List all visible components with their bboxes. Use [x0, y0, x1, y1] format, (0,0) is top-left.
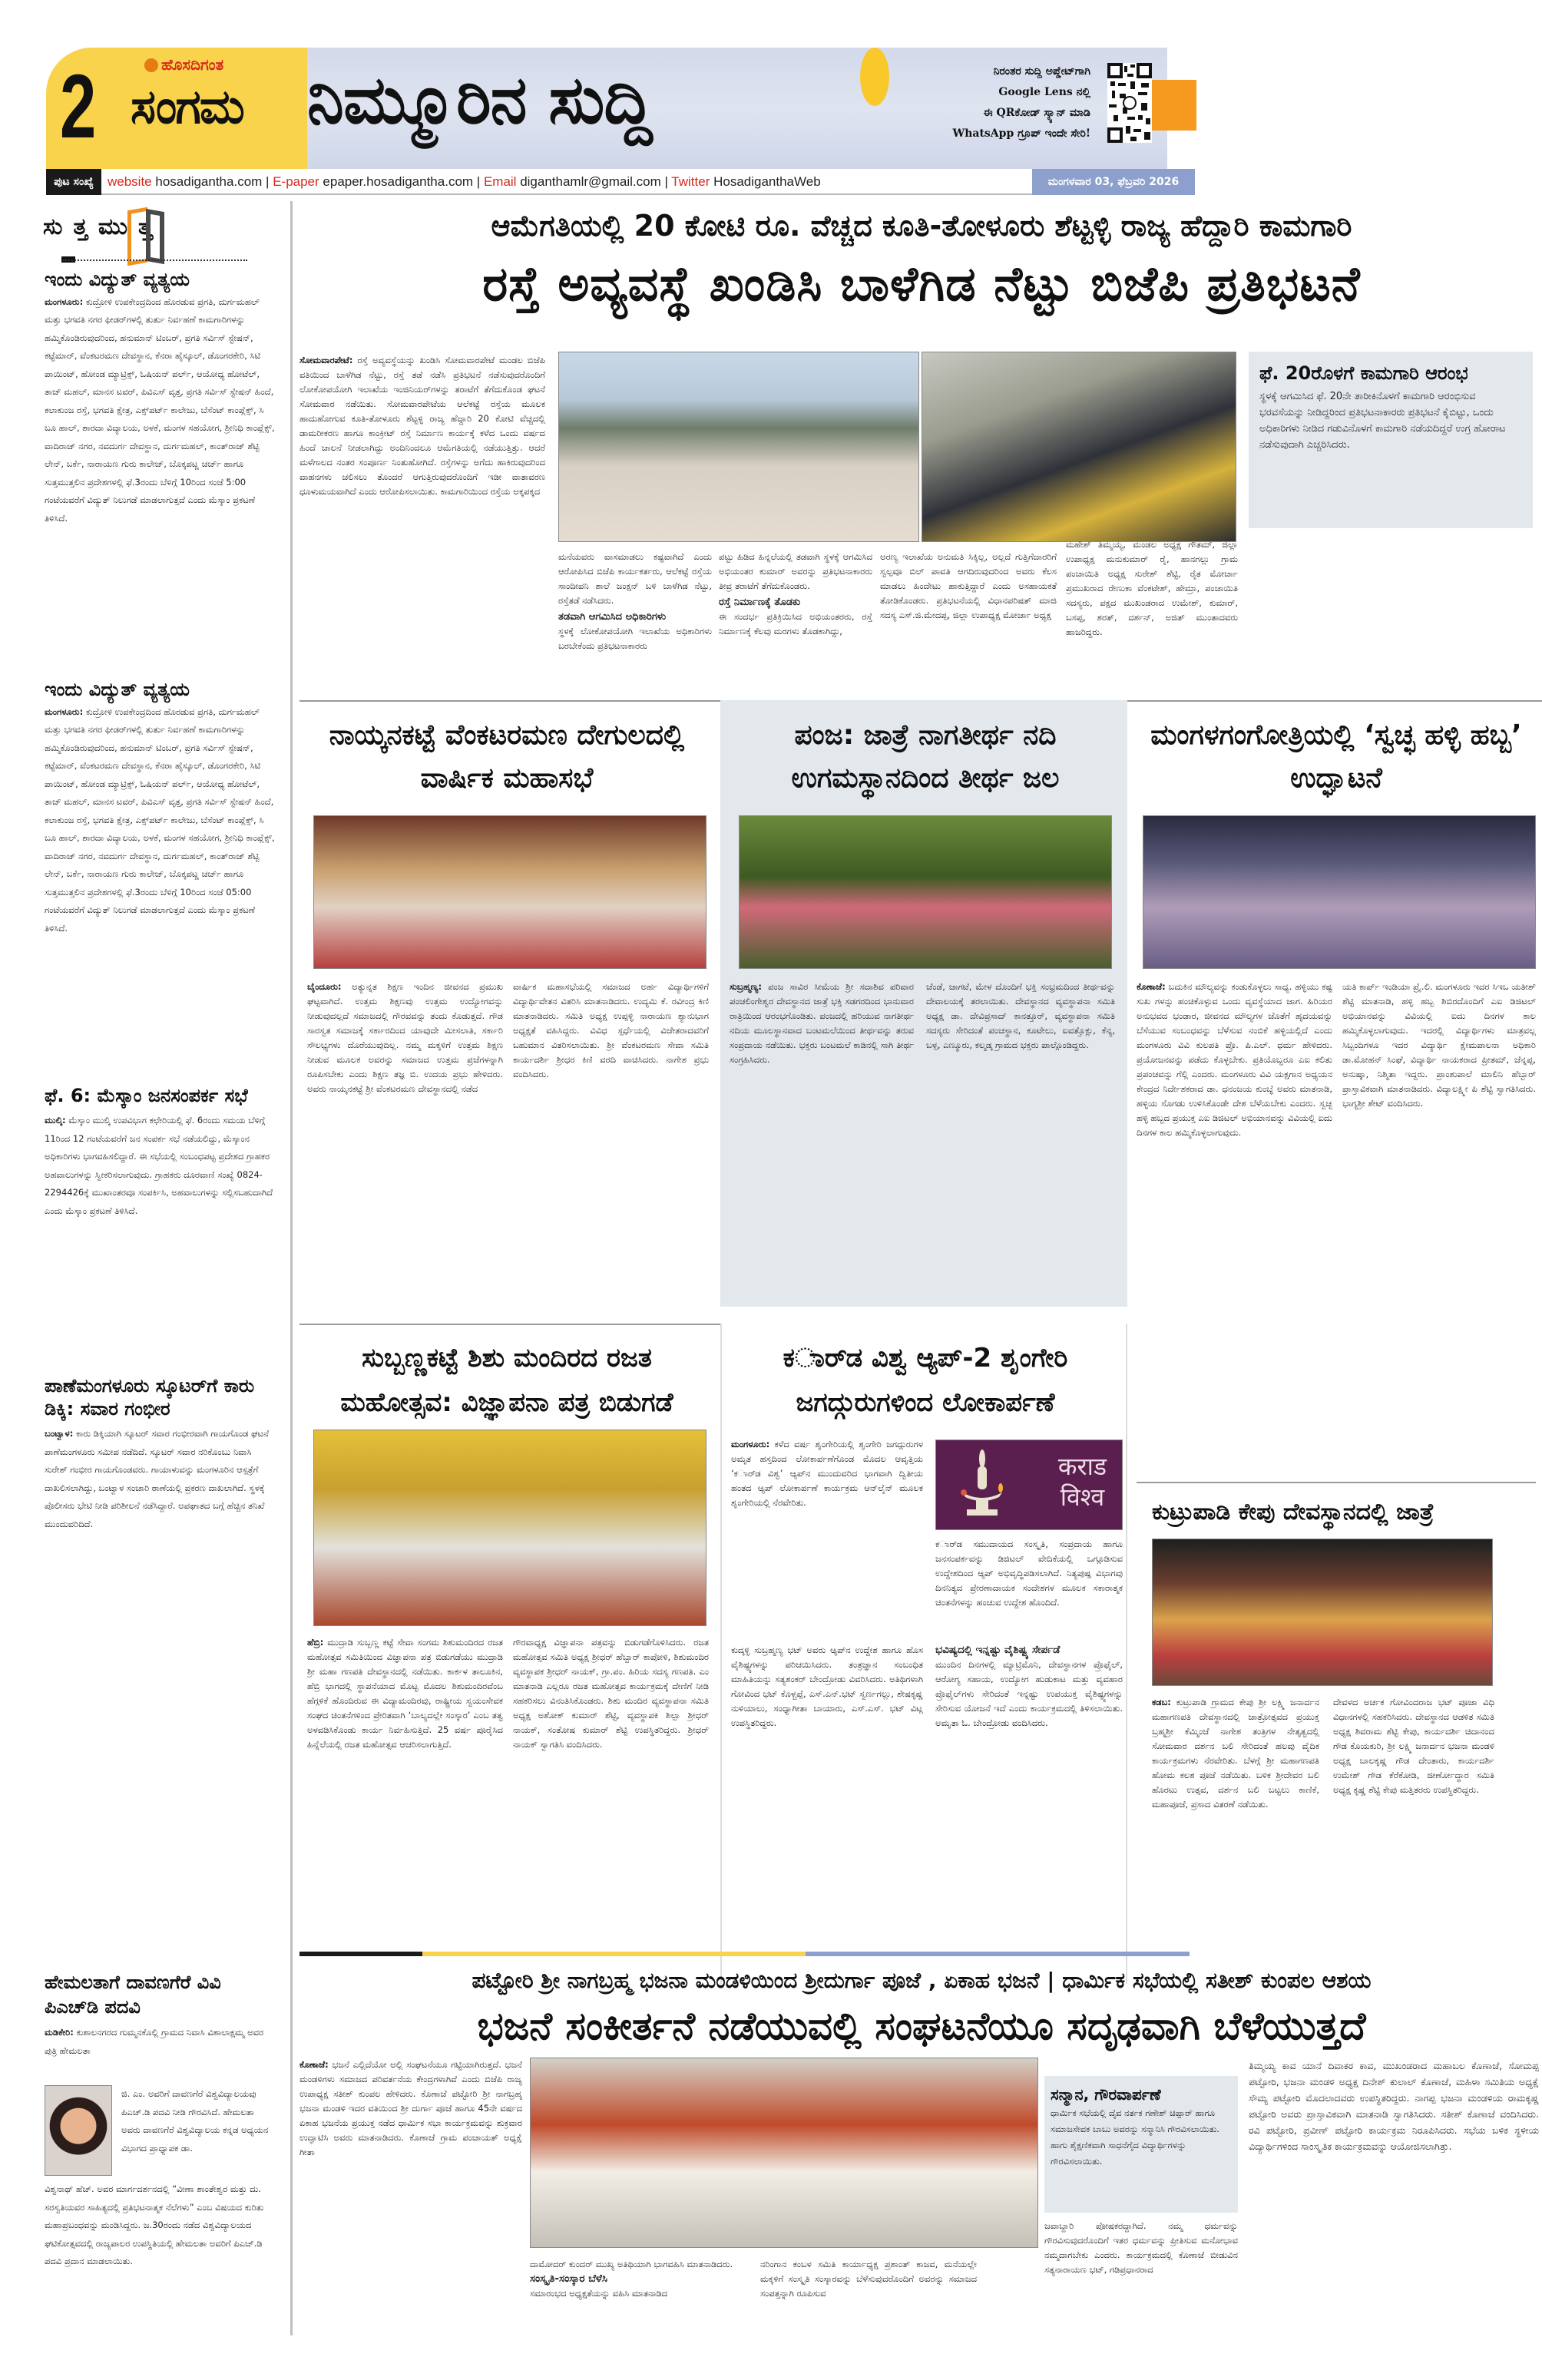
protest-photo [558, 352, 919, 542]
story-text: ಕುದ್ರೋಳಿ ಉಪಕೇಂದ್ರದಿಂದ ಹೊರಡುವ ಪ್ರಗತಿ, ದುರ್ಗಮಹಲ್ ಮತ್ತು ಭಗವತಿ ನಗರ ಫೀಡರ್‌ಗಳಲ್ಲಿ ತುರ್ತು ನಿರ್ವಹಣೆ ಕಾಮಗಾರಿಗಳನ್ನು ಹಮ್ಮಿಕೊಂಡಿರುವುದರಿಂದ, ಹನುಮಾನ್ ಟಿಂಬರ್, ಪ್ರಗತಿ ಸರ್ವಿಸ್ ಸ್ಟೇಷನ್, ಕಟ್ಟೆಮಾರ್, ವೆಂಕಟರಮಣ ದೇವಸ್ಥಾನ, ಕೆನರಾ ಹೈಸ್ಕೂಲ್, ಡೊಂಗರಕೇರಿ, ಸಿಟಿ ಪಾಯಿಂಟ್, ಹೋಂಡ ಮ್ಯಾಟ್ರಿಕ್ಸ್, ಓಷಿಯನ್ ಪರ್ಲ್, ಆಯೋಧ್ಯ ಹೋಟೆಲ್, ತಾಜ್ ಮಹಲ್, ಮಾನಸ ಟವರ್, ಪಿವಿಎಸ್ ವೃತ್ತ, ಪ್ರಗತಿ ಸರ್ವಿಸ್ ಸ್ಟೇಷನ್ ಹಿಂದೆ, ಕಲಾಕುಂಜ ರಸ್ತೆ, ಭಗವತಿ ಕ್ಷೇತ್ರ, ಎಕ್ಸ್‌ಪರ್ಟ್ ಕಾಲೇಜು, ಬೆಸೆಂಟ್ ಕಾಂಪ್ಲೆಕ್ಸ್, ಸಿ ಬೂ ಹಾಲ್, ಶಾರದಾ ವಿದ್ಯಾಲಯ, ಅಳಕೆ, ಮಂಗಳ ಸಹಯೋಗ, ಶ್ರೀನಿಧಿ ಕಾಂಪ್ಲೆಕ್ಸ್, ವಾದಿರಾಜ್ ನಗರ, ನವದುರ್ಗ ದೇವಸ್ಥಾನ, ದುರ್ಗಮಹಲ್, ಕಾಂತ್‌ರಾಜ್ ಶೆಟ್ಟಿ ಲೇನ್, ಬರ್ಕೆ, ನಾರಾಯಣ ಗುರು ಕಾಲೇಜ್, ಬೊಕ್ಕಪಟ್ಣ ಚರ್ಚ್ ಹಾಗೂ ಸುತ್ತಮುತ್ತಲಿನ ಪ್ರದೇಶಗಳಲ್ಲಿ ಫೆ.3ರಂದು ಬೆಳಿಗ್ಗೆ 10ರಿಂದ ಸಂಜೆ 5:00 ಗಂಟೆಯವರೆಗೆ ವಿದ್ಯುತ್ ನಿಲುಗಡೆ ಮಾಡಲಾಗುತ್ತದೆ ಎಂದು ಮೆಸ್ಕಾಂ ಪ್ರಕಟಣೆ ತಿಳಿಸಿದೆ. [45, 296, 275, 524]
qr-line: ಈ QRಕೋಡ್ ಸ್ಕ್ಯಾನ್ ಮಾಡಿ [983, 107, 1090, 119]
bottom-headline: ಭಜನೆ ಸಂಕೀರ್ತನೆ ನಡೆಯುವಲ್ಲಿ ಸಂಘಟನೆಯೂ ಸದೃಢವಾಗಿ ಬೆಳೆಯುತ್ತದೆ [477, 2004, 1366, 2048]
bottom-col-4: ಜವಾಬ್ದಾರಿ ಪೋಷಕರದ್ದಾಗಿದೆ. ನಮ್ಮ ಧರ್ಮವನ್ನು ಗೌರವಿಸುವುದರೊಂದಿಗೆ ಇತರ ಧರ್ಮವನ್ನು ಪ್ರೀತಿಸುವ ಮನೋಭಾವ ನಮ್ಮದಾಗಬೇಕು ಎಂದರು. ಕಾರ್ಯಕ್ರಮದಲ್ಲಿ ಕೊಣಾಜೆ ಬೀಡುವಿನ ಸತ್ಯನಾರಾಯಣ ಭಟ್, ಗಡಿಪ್ರಧಾನರಾದ [1044, 2220, 1238, 2275]
link-label: E-paper [273, 174, 319, 189]
qr-line: WhatsApp ಗ್ರೂಪ್ ಇಂದೇ ಸೇರಿ! [952, 127, 1090, 140]
story-headline: ಕುಟ್ರುಪಾಡಿ ಕೇಪು ದೇವಸ್ಥಾನದಲ್ಲಿ ಜಾತ್ರೆ [1152, 1499, 1434, 1526]
story-text: ಭಜನೆ ಎಲ್ಲಿದೆಯೋ ಅಲ್ಲಿ ಸಂಘಟನೆಯೂ ಗಟ್ಟಿಯಾಗಿರುತ್ತದೆ. ಭಜನೆ ಮಂಡಳಿಗಳು ಸಮಾಜದ ಪರಿವರ್ತನೆಯ ಕೇಂದ್ರಗಳಾಗಿವೆ ಎಂದು ಬಿಜೆಪಿ ರಾಜ್ಯ ಉಪಾಧ್ಯಕ್ಷ ಸತೀಶ್ ಕುಂಪಲ ಹೇಳಿದರು. ಕೊಣಾಜೆ ಪಟ್ಟೋರಿ ಶ್ರೀ ನಾಗಬ್ರಹ್ಮ ಭಜನಾ ಮಂಡಳಿ ಇದರ ವತಿಯಿಂದ ಶ್ರೀ ದುರ್ಗಾ ಪೂಜೆ ಹಾಗೂ 45ನೇ ವರ್ಷದ ಏಕಾಹ ಭಜನೆಯ ಪ್ರಯುಕ್ತ ನಡೆದ ಧಾರ್ಮಿಕ ಸಭಾ ಕಾರ್ಯಕ್ರಮವನ್ನು ಶುಕ್ರವಾರ ಉದ್ಘಾಟಿಸಿ ಅವರು ಮಾತನಾಡಿದರು. ಕೊಣಾಜೆ ಗ್ರಾಮ ಪಂಚಾಯತ್ ಅಧ್ಯಕ್ಷೆ ಗೀತಾ [299, 2059, 522, 2157]
story-text: ಕುಟ್ರುಪಾಡಿ ಗ್ರಾಮದ ಕೇಪು ಶ್ರೀ ಲಕ್ಷ್ಮಿ ಜನಾರ್ದನ ಮಹಾಗಣಪತಿ ದೇವಸ್ಥಾನದಲ್ಲಿ ಜಾತ್ರೋತ್ಸವದ ಪ್ರಯುಕ್ತ ಬ್ರಹ್ಮಶ್ರೀ ಕೆಮ್ಮಿಂಜೆ ನಾಗೇಶ ತಂತ್ರಿಗಳ ನೇತೃತ್ವದಲ್ಲಿ ಸೋಮವಾರ ದರ್ಶನ ಬಲಿ ಸೇರಿದಂತೆ ಹಲವು ವೈದಿಕ ಕಾರ್ಯಕ್ರಮಗಳು ನೆರವೇರಿತು. ಬೆಳಗ್ಗೆ ಶ್ರೀ ಮಹಾಗಣಪತಿ ಹೋಮ ಕಲಶ ಪೂಜೆ ನಡೆಯಿತು. ಬಳಿಕ ಶ್ರೀದೇವರ ಬಲಿ ಹೊರಟು ಉತ್ಸವ, ದರ್ಶನ ಬಲಿ ಬಟ್ಟಲು ಕಾಣಿಕೆ, ಮಹಾಪೂಜೆ, ಪ್ರಸಾದ ವಿತರಣೆ ನಡೆಯಿತು. [1152, 1697, 1319, 1810]
story-col-2: ಚೆಂಡೆ, ಜಾಗಟೆ, ಮೇಳ ದೊಂದಿಗೆ ಭಕ್ತಿ ಸಂಭ್ರಮದಿಂದ ತೀರ್ಥವನ್ನು ದೇವಾಲಯಕ್ಕೆ ತರಲಾಯಿತು. ದೇವಸ್ಥಾನದ ವ್ಯವಸ್ಥಾಪನಾ ಸಮಿತಿ ಅಧ್ಯಕ್ಷ ಡಾ. ದೇವಿಪ್ರಸಾದ್ ಕಾನತ್ತೂರ್, ವ್ಯವಸ್ಥಾಪನಾ ಸಮಿತಿ ಸದಸ್ಯರು ಸೇರಿದಂತೆ ಪಂಚಸ್ಥಾನ, ಕೂಟೇಲು, ಐವತ್ತೊಕ್ಲು, ಕೆನ್ಯ, ಬಳ್ಪ, ಎಣ್ಮೂರು, ಕಲ್ಮಡ್ಕ ಗ್ರಾಮದ ಭಕ್ತರು ಪಾಲ್ಗೊಂಡಿದ್ದರು. [926, 981, 1115, 1050]
bottom-col-2 [530, 2257, 746, 2342]
subheading: ತಡವಾಗಿ ಆಗಮಿಸಿದ ಅಧಿಕಾರಿಗಳು [558, 611, 667, 623]
bhajan-group-photo [530, 2058, 1038, 2248]
bar-gap [422, 1956, 553, 1959]
subheading: ಭವಿಷ್ಯದಲ್ಲಿ ಇನ್ನಷ್ಟು ವೈಶಿಷ್ಟ್ಯ ಸೇರ್ಪಡೆ [935, 1644, 1061, 1656]
sun-icon [860, 48, 889, 106]
link-label: Email [483, 174, 517, 189]
logo-line: विश्व [1060, 1483, 1105, 1512]
sidebar-heading: ಸುತ್ತಮುತ್ತ [43, 213, 164, 240]
story-col-1 [307, 1635, 503, 1958]
story-dateline: ಮಂಗಳೂರು: [731, 1439, 770, 1449]
qr-instructions [937, 61, 1090, 144]
story-body [45, 293, 275, 693]
story-text: ಕುಶಾಲನಗರದ ಗುಮ್ಮನಕೊಲ್ಲಿ ಗ್ರಾಮದ ನಿವಾಸಿ ವಿಶಾಲಾಕ್ಷಮ್ಮ ಅವರ ಪುತ್ರಿ ಹೇಮಲತಾ [45, 2027, 264, 2056]
portrait-photo [45, 2085, 112, 2176]
lead-col-2 [558, 550, 712, 680]
story-dateline: ಮಂಗಳೂರು: [45, 706, 84, 717]
lead-col-4: ಅರಣ್ಯ ಇಲಾಖೆಯ ಅನುಮತಿ ಸಿಕ್ಕಿಲ್ಲ, ಅಲ್ಲದೆ ಗುತ್ತಿಗೆದಾರರಿಗೆ ಸ್ವಲ್ಪವೂ ಬಿಲ್ ಪಾವತಿ ಆಗದಿರುವುದರಿಂದ ಅವರು ಕೆಲಸ ಮಾಡಲು ಹಿಂದೇಟು ಹಾಕುತ್ತಿದ್ದಾರೆ ಎಂದು ಅಸಹಾಯಕತೆ ತೋಡಿಕೊಂಡರು. ಪ್ರತಿಭಟನೆಯಲ್ಲಿ ವಿಧಾನಪರಿಷತ್ ಮಾಜಿ ಸದಸ್ಯ ಎಸ್.ಜಿ.ಮೇದಪ್ಪ, ಜಿಲ್ಲಾ ಉಪಾಧ್ಯಕ್ಷ ಮೋರ್ಚಾ ಅಧ್ಯಕ್ಷ [880, 551, 1057, 620]
story-dateline: ಸೋಮವಾರಪೇಟೆ: [299, 355, 353, 365]
lead-col-3 [719, 550, 872, 680]
story-text: ಪಟ್ಟು ಹಿಡಿದ ಹಿನ್ನಲೆಯಲ್ಲಿ ತಡವಾಗಿ ಸ್ಥಳಕ್ಕೆ ಆಗಮಿಸಿದ ಅಭಿಯಂತರ ಕುಮಾರ್ ಅವರನ್ನು ಪ್ರತಿಭಟನಾಕಾರರು ತೀವ್ರ ತರಾಟೆಗೆ ತೆಗೆದುಕೊಂಡರು. [719, 551, 872, 591]
sidebar-story [45, 270, 275, 693]
section-divider [299, 1324, 720, 1325]
inauguration-photo [1143, 815, 1536, 969]
story-headline: ಫೆ. 6: ಮೆಸ್ಕಾಂ ಜನಸಂಪರ್ಕ ಸಭೆ [45, 1085, 248, 1106]
story-text: ರಸ್ತೆ ಅವ್ಯವಸ್ಥೆಯನ್ನು ಖಂಡಿಸಿ ಸೋಮವಾರಪೇಟೆ ಮಂಡಲ ಬಿಜೆಪಿ ವತಿಯಿಂದ ಬಾಳೆಗಿಡ ನೆಟ್ಟು, ರಸ್ತೆ ತಡೆ ನಡೆಸಿ ಪ್ರತಿಭಟನೆ ನಡೆಸುವುದರೊಂದಿಗೆ ಲೋಕೋಪಯೋಗಿ ಇಲಾಖೆಯ ಇಂಜಿನಿಯರ್‌ಗಳನ್ನು ತರಾಟೆಗೆ ತೆಗೆದುಕೊಂಡ ಘಟನೆ ಸೋಮವಾರ ನಡೆಯಿತು. ಸೋಮವಾರಪೇಟೆಯ ಆಲೆಕಟ್ಟೆ ರಸ್ತೆಯ ಮೂಲಕ ಹಾದುಹೋಗುವ ಕೂತಿ-ತೋಳೂರು ಶೆಟ್ಟಳ್ಳಿ ರಾಜ್ಯ ಹೆದ್ದಾರಿ 20 ಕೋಟಿ ವೆಚ್ಚದಲ್ಲಿ ಡಾಮರೀಕರಣ ಹಾಗೂ ಕಾಂಕ್ರೀಟ್ ರಸ್ತೆ ನಿರ್ಮಾಣ ಕಾರ್ಯಕ್ಕೆ ಕಳೆದ ಒಂದು ವರ್ಷದ ಹಿಂದೆ ಚಾಲನೆ ನೀಡಲಾಗಿದ್ದು ಅಂದಿನಿಂದಲೂ ಆಮೆಗತಿಯಲ್ಲಿ ನಡೆಯುತ್ತಿತ್ತು. ಆದರೆ ಮಳೆಗಾಲದ ನಂತರ ಸಂಪೂರ್ಣ ನಿಂತುಹೋಗಿದೆ. ರಸ್ತೆಗಳನ್ನು ಅಗೆದು ಹಾಕಿರುವುದರಿಂದ ವಾಹನಗಳು ಚಲಿಸಲು ತೊಂದರೆ ಆಗುತ್ತಿರುವುದರೊಂದಿಗೆ ಇಡೀ ವಾತಾವರಣ ಧೂಳುಮಯವಾಗಿದೆ ಎಂದು ಆರೋಪಿಸಲಾಯಿತು. ಕಾಮಗಾರಿಯಿಂದ ರಸ್ತೆಯ ಅಕ್ಕಪಕ್ಕದ [299, 355, 545, 497]
story-col-2-top: ಕರ್ಾಡ ಸಮುದಾಯದ ಸಂಸ್ಕೃತಿ, ಸಂಪ್ರದಾಯ ಹಾಗೂ ಜನಸಂಪರ್ಕವನ್ನು ಡಿಜಿಟಲ್ ವೇದಿಕೆಯಲ್ಲಿ ಒಗ್ಗೂಡಿಸುವ ಉದ್ದೇಶದಿಂದ ಆ್ಯಪ್ ಅಭಿವೃದ್ಧಿಪಡಿಸಲಾಗಿದೆ. ನಿತ್ಯಪುಷ್ಪ ವಿಭಾಗವು ದಿನನಿತ್ಯದ ಪ್ರೇರಣಾದಾಯಕ ಸಂದೇಶಗಳ ಮೂಲಕ ಸಕಾರಾತ್ಮಕ ಚಿಂತನೆಗಳನ್ನು ಹಂಚುವ ಉದ್ದೇಶ ಹೊಂದಿದೆ. [935, 1539, 1123, 1608]
story-text: ಮುದ್ರಾಡಿ ಸುಬ್ಬಣ್ಣ ಕಟ್ಟೆ ಸೇವಾ ಸಂಗಮ ಶಿಶುಮಂದಿರದ ರಜತ ಮಹೋತ್ಸವ ಸಮಿತಿಯಿಂದ ವಿಜ್ಞಾಪನಾ ಪತ್ರ ಬಿಡುಗಡೆಯು ಮುದ್ರಾಡಿ ಶ್ರೀ ಮಹಾ ಗಣಪತಿ ದೇವಸ್ಥಾನದಲ್ಲಿ ನಡೆಯಿತು. ಕಾರ್ಕಳ ತಾಲೂಕಿನ, ಹೆಬ್ರಿ ಭಾಗದಲ್ಲಿ ಸ್ಥಾಪನೆಯಾದ ಮೊಟ್ಟ ಮೊದಲ ಶಿಶುಮಂದಿರವೆಂಬ ಹೆಗ್ಗಳಿಕೆ ಹೊಂದಿರುವ ಈ ವಿದ್ಯಾಮಂದಿರವು, ರಾಷ್ಟ್ರೀಯ ಸ್ವಯಂಸೇವಕ ಸಂಘದ ಚಿಂತನೆಗಳಿಂದ ಪ್ರೇರಿತವಾಗಿ ‘ಬಾಲ್ಯದಲ್ಲೇ ಸಂಸ್ಕಾರ’ ಎಂಬ ತತ್ವ ಅಳವಡಿಸಿಕೊಂಡು ಕಾರ್ಯ ನಿರ್ವಹಿಸುತ್ತಿದೆ. 25 ವರ್ಷ ಪೂರೈಸಿದ ಹಿನ್ನೆಲೆಯಲ್ಲಿ ರಜತ ಮಹೋತ್ಸವ ಆಚರಿಸಲಾಗುತ್ತಿದೆ. [307, 1637, 503, 1750]
story-text: ಕಾರು ಡಿಕ್ಕಿಯಾಗಿ ಸ್ಕೂಟರ್ ಸವಾರ ಗಂಭೀರವಾಗಿ ಗಾಯಗೊಂಡ ಘಟನೆ ಪಾಣೆಮಂಗಳೂರು ಸಮೀಪ ನಡೆದಿದೆ. ಸ್ಕೂಟರ್ ಸವಾರ ನರಿಕೊಂಬು ನಿವಾಸಿ ಸುರೇಶ್ ಗಂಭೀರ ಗಾಯಗೊಂಡವರು. ಗಾಯಾಳುವನ್ನು ಮಂಗಳೂರಿನ ಆಸ್ಪತ್ರೆಗೆ ದಾಖಲಿಸಲಾಗಿದ್ದು, ಬಂಟ್ವಾಳ ಸಂಚಾರಿ ಠಾಣೆಯಲ್ಲಿ ಪ್ರಕರಣ ದಾಖಲಾಗಿದೆ. ಸ್ಥಳಕ್ಕೆ ಪೊಲೀಸರು ಭೇಟಿ ನೀಡಿ ಪರಿಶೀಲನೆ ನಡೆಸಿದ್ದಾರೆ. ಅಪಘಾತದ ಬಗ್ಗೆ ಹೆಚ್ಚಿನ ತನಿಖೆ ಮುಂದುವರಿದಿದೆ. [45, 1428, 270, 1529]
subheading: ರಸ್ತೆ ನಿರ್ಮಾಣಕ್ಕೆ ತೊಡಕು [719, 597, 801, 608]
sidebar-story [45, 680, 275, 1095]
story-text: ಕುದ್ರೋಳಿ ಉಪಕೇಂದ್ರದಿಂದ ಹೊರಡುವ ಪ್ರಗತಿ, ದುರ್ಗಮಹಲ್ ಮತ್ತು ಭಗವತಿ ನಗರ ಫೀಡರ್‌ಗಳಲ್ಲಿ ತುರ್ತು ನಿರ್ವಹಣೆ ಕಾಮಗಾರಿಗಳನ್ನು ಹಮ್ಮಿಕೊಂಡಿರುವುದರಿಂದ, ಹನುಮಾನ್ ಟಿಂಬರ್, ಪ್ರಗತಿ ಸರ್ವಿಸ್ ಸ್ಟೇಷನ್, ಕಟ್ಟೆಮಾರ್, ವೆಂಕಟರಮಣ ದೇವಸ್ಥಾನ, ಕೆನರಾ ಹೈಸ್ಕೂಲ್, ಡೊಂಗರಕೇರಿ, ಸಿಟಿ ಪಾಯಿಂಟ್, ಹೋಂಡ ಮ್ಯಾಟ್ರಿಕ್ಸ್, ಓಷಿಯನ್ ಪರ್ಲ್, ಆಯೋಧ್ಯ ಹೋಟೆಲ್, ತಾಜ್ ಮಹಲ್, ಮಾನಸ ಟವರ್, ಪಿವಿಎಸ್ ವೃತ್ತ, ಪ್ರಗತಿ ಸರ್ವಿಸ್ ಸ್ಟೇಷನ್ ಹಿಂದೆ, ಕಲಾಕುಂಜ ರಸ್ತೆ, ಭಗವತಿ ಕ್ಷೇತ್ರ, ಎಕ್ಸ್‌ಪರ್ಟ್ ಕಾಲೇಜು, ಬೆಸೆಂಟ್ ಕಾಂಪ್ಲೆಕ್ಸ್, ಸಿ ಬೂ ಹಾಲ್, ಶಾರದಾ ವಿದ್ಯಾಲಯ, ಅಳಕೆ, ಮಂಗಳ ಸಹಯೋಗ, ಶ್ರೀನಿಧಿ ಕಾಂಪ್ಲೆಕ್ಸ್, ವಾದಿರಾಜ್ ನಗರ, ನವದುರ್ಗ ದೇವಸ್ಥಾನ, ದುರ್ಗಮಹಲ್, ಕಾಂತ್‌ರಾಜ್ ಶೆಟ್ಟಿ ಲೇನ್, ಬರ್ಕೆ, ನಾರಾಯಣ ಗುರು ಕಾಲೇಜ್, ಬೊಕ್ಕಪಟ್ಣ ಚರ್ಚ್ ಹಾಗೂ ಸುತ್ತಮುತ್ತಲಿನ ಪ್ರದೇಶಗಳಲ್ಲಿ ಫೆ.3ರಂದು ಬೆಳಿಗ್ಗೆ 10ರಿಂದ ಸಂಜೆ 05:00 ಗಂಟೆಯವರೆಗೆ ವಿದ್ಯುತ್ ನಿಲುಗಡೆ ಮಾಡಲಾಗುತ್ತದೆ ಎಂದು ಮೆಸ್ಕಾಂ ಪ್ರಕಟಣೆ ತಿಳಿಸಿದೆ. [45, 706, 275, 934]
bottom-kicker: ಪಟ್ಟೋರಿ ಶ್ರೀ ನಾಗಬ್ರಹ್ಮ ಭಜನಾ ಮಂಡಳಿಯಿಂದ ಶ್ರೀದುರ್ಗಾ ಪೂಜೆ , ಏಕಾಹ ಭಜನೆ | ಧಾರ್ಮಿಕ ಸಭೆಯಲ್ಲಿ ಸತೀಶ್ ಕುಂಪಲ ಆಶಯ [472, 1968, 1372, 1993]
story-headline: ಮಂಗಳಗಂಗೋತ್ರಿಯಲ್ಲಿ ‘ಸ್ವಚ್ಛ ಹಳ್ಳಿ ಹಬ್ಬ’ ಉದ್ಘಾಟನೆ [1150, 719, 1522, 794]
story-dateline: ಹೆಬ್ರಿ: [307, 1637, 324, 1648]
box-body: ಧಾರ್ಮಿಕ ಸಭೆಯಲ್ಲಿ ದೈವ ನರ್ತಕ ಗಣೇಶ್ ಚಿಪ್ಪಾರ್ ಹಾಗೂ ಸಮಾಜಸೇವಕ ಬಾಬು ಅವರನ್ನು ಸನ್ಮಾನಿಸಿ ಗೌರವಿಸಲಾಯಿತು. ಹಾಗು ಶೈಕ್ಷಣಿಕವಾಗಿ ಸಾಧನೆಗೈದ ವಿದ್ಯಾರ್ಥಿಗಳನ್ನು ಗೌರವಿಸಲಾಯಿತು. [1051, 2107, 1219, 2167]
section-color-bar [299, 1952, 422, 1956]
door-icon [127, 209, 167, 264]
story-text: ಸಮಾರಂಭದ ಅಧ್ಯಕ್ಷತೆಯನ್ನು ವಹಿಸಿ ಮಾತನಾಡಿದ [530, 2288, 668, 2299]
column-divider [290, 201, 293, 2335]
page-title: ನಿಮ್ಮೂರಿನ ಸುದ್ದಿ [307, 61, 652, 139]
box-headline: ಫೆ. 20ರೊಳಗೆ ಕಾಮಗಾರಿ ಆರಂಭ [1259, 362, 1468, 384]
epaper-link[interactable]: epaper.hosadigantha.com [323, 174, 474, 189]
festival-photo [1152, 1539, 1493, 1686]
story-col-1 [730, 980, 914, 1302]
link-label: website [108, 174, 152, 189]
story-headline: ಸುಬ್ಬಣ್ಣಕಟ್ಟೆ ಶಿಶು ಮಂದಿರದ ರಜತ ಮಹೋತ್ಸವ: ವಿಜ್ಞಾಪನಾ ಪತ್ರ ಬಿಡುಗಡೆ [340, 1343, 673, 1418]
story-body [45, 1425, 275, 1978]
email-link[interactable]: diganthamlr@gmail.com [520, 174, 661, 189]
story-dateline: ಸುಬ್ರಹ್ಮಣ್ಯ: [730, 981, 762, 992]
twitter-link[interactable]: HosadiganthaWeb [713, 174, 821, 189]
karada-vishwa-logo [935, 1440, 1123, 1530]
qr-line: ನಿರಂತರ ಸುದ್ದಿ ಅಪ್ಡೇಟ್‌ಗಾಗಿ [993, 65, 1090, 78]
website-link[interactable]: hosadigantha.com [155, 174, 263, 189]
lead-col-1 [299, 353, 545, 676]
story-col-2 [935, 1643, 1123, 1965]
brand-logo[interactable] [144, 55, 223, 74]
story-text: ಮನೆಯವರು ವಾಸಮಾಡಲು ಕಷ್ಟವಾಗಿದೆ ಎಂದು ಆರೋಪಿಸಿದ ಬಿಜೆಪಿ ಕಾರ್ಯಕರ್ತರು, ಆಲೆಕಟ್ಟೆ ರಸ್ತೆಯ ಸಾಂದೀಪನಿ ಶಾಲೆ ಜಂಕ್ಷನ್ ಬಳಿ ಬಾಳೆಗಿಡ ನೆಟ್ಟು, ರಸ್ತೆತಡೆ ನಡೆಸಿದರು. [558, 551, 712, 606]
story-col-1: ಕುದ್ಕಳ್ಳಿ ಸುಬ್ರಹ್ಮಣ್ಯ ಭಟ್ ಅವರು ಆ್ಯಪ್‌ನ ಉದ್ದೇಶ ಹಾಗೂ ಹೊಸ ವೈಶಿಷ್ಟ್ಯಗಳನ್ನು ಪರಿಚಯಿಸಿದರು. ತಂತ್ರಜ್ಞಾನ ಸಂಬಂಧಿತ ಮಾಹಿತಿಯನ್ನು ಸತ್ಯಶಂಕರ್ ಬೇಂದ್ರೋಡು ವಿವರಿಸಿದರು. ಅತಿಥಿಗಳಾಗಿ ಗೋವಿಂದ ಭಟ್ ಕೊಳ್ಚಪ್ಪೆ, ಎಸ್.ಎನ್.ಭಟ್ ಸ್ವರ್ಣಗಲ್ಲು, ಶೇಷಕೃಷ್ಣ ನುಳಿಯಾಲು, ಸಂಧ್ಯಾಗೀತಾ ಬಾಯಾರು, ಎಸ್.ಎಸ್. ಭಟ್ ವಿಟ್ಲ ಉಪಸ್ಥಿತರಿದ್ದರು. [731, 1645, 923, 1728]
sidebar-story [45, 1970, 275, 2266]
story-col-2: ವಾರ್ಷಿಕ ಮಹಾಸಭೆಯಲ್ಲಿ ಸಮಾಜದ ಅರ್ಹ ವಿದ್ಯಾರ್ಥಿಗಳಿಗೆ ವಿದ್ಯಾರ್ಥಿವೇತನ ವಿತರಿಸಿ ಮಾತನಾಡಿದರು. ಉದ್ಯಮಿ ಕೆ. ರವೀಂದ್ರ ಕಿಣಿ ಮಾತನಾಡಿದರು. ಸಮಿತಿ ಅಧ್ಯಕ್ಷ ಉಪ್ಪಳ್ಳಿ ನಾರಾಯಣ ಶ್ಯಾನುಭಾಗ ಅಧ್ಯಕ್ಷತೆ ವಹಿಸಿದ್ದರು. ವಿವಿಧ ಸ್ಪರ್ಧೆಯಲ್ಲಿ ವಿಜೇತರಾದವರಿಗೆ ಬಹುಮಾನ ವಿತರಿಸಲಾಯಿತು. ಶ್ರೀ ವೆಂಕಟರಮಣ ಸೇವಾ ಸಮಿತಿ ಕಾರ್ಯದರ್ಶಿ ಶ್ರೀಧರ ಕಿಣಿ ವರದಿ ವಾಚಿಸಿದರು. ನಾಗೇಶ ಪ್ರಭು ವಂದಿಸಿದರು. [513, 981, 709, 1079]
brand-name: ಹೊಸದಿಗಂತ [161, 55, 224, 74]
lead-sidebar-box [1249, 352, 1533, 528]
qr-line: Google Lens ನಲ್ಲಿ [998, 86, 1090, 98]
sidebar-story [45, 1374, 275, 1978]
story-dateline: ಮುಲ್ಕಿ: [45, 1115, 66, 1126]
story-col-2: ದೇವಳದ ಅರ್ಚಕ ಗೋವಿಂದರಾಜ ಭಟ್ ಪೂಜಾ ವಿಧಿ ವಿಧಾನಗಳಲ್ಲಿ ಸಹಕರಿಸಿದರು. ದೇವಸ್ಥಾನದ ಆಡಳಿತ ಸಮಿತಿ ಅಧ್ಯಕ್ಷ ಶಿವರಾಮ ಶೆಟ್ಟಿ ಕೇಪು, ಕಾರ್ಯದರ್ಶಿ ಚಿದಾನಂದ ಗೌಡ ಕೊಯಕುರಿ, ಶ್ರೀ ಲಕ್ಷ್ಮಿ ಜನಾರ್ದನ ಭಜನಾ ಮಂಡಳಿ ಅಧ್ಯಕ್ಷ ಬಾಲಕೃಷ್ಣ ಗೌಡ ದೇಂತಾರು, ಕಾರ್ಯದರ್ಶಿ ಉಮೇಶ್ ಗೌಡ ಕೆರೆಕೋಡಿ, ಜೀರ್ಣೋದ್ಧಾರ ಸಮಿತಿ ಅಧ್ಯಕ್ಷ ಕೃಷ್ಣ ಶೆಟ್ಟಿ ಕೇಪು ಮತ್ತಿತರರು ಉಪಸ್ಥಿತರಿದ್ದರು. [1333, 1697, 1494, 1795]
story-dateline: ಮಂಗಳೂರು: [45, 296, 84, 307]
story-text: ವಿದ್ಯಾರ್ಥಿ ಕ್ಷೇಮಪಾಲನಾ ಅಧಿಕಾರಿ ಡಾ.ಮೋಹನ್ ಸಿಂಘೆ, ವಿದ್ಯಾರ್ಥಿ ನಾಯಕರಾದ ಪ್ರೀತಮ್, ಚೆನ್ನಪ್ಪ, ಅನುಷ್ಕಾ, ನಿಶ್ಮಿತಾ ಇದ್ದರು. ಪ್ರಾಂಶುಪಾಲೆ ಮಾಲಿನಿ ಹೆಬ್ಬಾರ್ ಪ್ರಾಸ್ತಾವಿಕವಾಗಿ ಮಾತನಾಡಿದರು. ವಿದ್ಯಾಲಕ್ಷ್ಮೀ ಪಿ ಶೆಟ್ಟಿ ಸ್ವಾಗತಿಸಿದರು. ಭಾಗ್ಯಶ್ರೀ ಶೇಟ್ ವಂದಿಸಿದರು. [1342, 1040, 1536, 1109]
subheading: ಸಂಸ್ಕೃತಿ-ಸಂಸ್ಕಾರ ಬೆಳೆಸಿ [530, 2273, 608, 2285]
whatsapp-qr-code[interactable] [1107, 63, 1152, 143]
lead-col-5: ಮಹೇಶ್ ತಿಮ್ಮಯ್ಯ, ಮಂಡಲ ಅಧ್ಯಕ್ಷ ಗೌತಮ್, ಜಿಲ್ಲಾ ಉಪಾಧ್ಯಕ್ಷ ಮನುಕುಮಾರ್ ರೈ, ಹಾನಗಲ್ಲು ಗ್ರಾಮ ಪಂಚಾಯಿತಿ ಅಧ್ಯಕ್ಷ ಸುರೇಶ್ ಶೆಟ್ಟಿ, ರೈತ ಮೋರ್ಚಾ ಪ್ರಮುಖರಾದ ರೇಣುಕಾ ವೆಂಕಟೇಶ್, ಹೇಮ್ರಾ, ಪಂಚಾಯಿತಿ ಸದಸ್ಯರು, ಪಕ್ಷದ ಮುಖಂಡರಾದ ಉಮೇಶ್, ಕುಮಾರ್, ಬಸಪ್ಪ, ಶರತ್, ದರ್ಶನ್, ಅಜಿತ್ ಮುಂತಾದವರು ಹಾಜರಿದ್ದರು. [1066, 539, 1238, 637]
story-text: ಮೆಸ್ಕಾಂ ಮುಲ್ಕಿ ಉಪವಿಭಾಗ ಕಛೇರಿಯಲ್ಲಿ ಫೆ. 6ರಂದು ಸಮಯ ಬೆಳಿಗ್ಗೆ 11ರಿಂದ 12 ಗಂಟೆಯವರೆಗೆ ಜನ ಸಂಪರ್ಕ ಸಭೆ ನಡೆಯಲಿದ್ದು, ಮೆಸ್ಕಾಂನ ಅಧಿಕಾರಿಗಳು ಭಾಗವಹಿಸಲಿದ್ದಾರೆ. ಈ ಸಭೆಯಲ್ಲಿ ಸಂಬಂಧಪಟ್ಟ ಪ್ರದೇಶದ ಗ್ರಾಹಕರ ಅಹವಾಲುಗಳನ್ನು ಸ್ವೀಕರಿಸಲಾಗುವುದು. ಗ್ರಾಹಕರು ದೂರವಾಣಿ ಸಂಖ್ಯೆ 0824-2294426ಕ್ಕೆ ಮುಖಾಂತರವೂ ಸಂಪರ್ಕಿಸಿ, ಅಹವಾಲುಗಳನ್ನು ಸಲ್ಲಿಸಬಹುದಾಗಿದೆ ಎಂದು ಮೆಸ್ಕಾಂ ಪ್ರಕಟಣೆ ತಿಳಿಸಿದೆ. [45, 1115, 273, 1216]
qr-code-icon [1107, 63, 1152, 143]
story-body [45, 703, 275, 1095]
story-headline: ಹೇಮಲತಾಗೆ ದಾವಣಗೆರೆ ವಿವಿ ಪಿಎಚ್‌ಡಿ ಪದವಿ [45, 1972, 221, 2018]
box-headline: ಸನ್ಮಾನ, ಗೌರವಾರ್ಪಣೆ [1051, 2085, 1161, 2104]
page-tag: ಪುಟ ಸಂಖ್ಯೆ [46, 169, 101, 195]
contact-links: website hosadigantha.com | E-paper epaper.hosadigantha.com | Email diganthamlr@gmail.com | Twitter HosadiganthaWeb [108, 174, 821, 189]
logo-line: कराड [1057, 1452, 1107, 1481]
story-headline: ಇಂದು ವಿದ್ಯುತ್ ವ್ಯತ್ಯಯ [45, 269, 190, 290]
story-headline: ಕರ್ಾಡ ವಿಶ್ವ ಆ್ಯಪ್-2 ಶೃಂಗೇರಿ ಜಗದ್ಗುರುಗಳಿಂದ ಲೋಕಾರ್ಪಣೆ [783, 1343, 1068, 1418]
story-dateline: ಮಡಿಕೇರಿ: [45, 2027, 74, 2038]
heading-dotted-rule [63, 259, 247, 261]
story-body [45, 1112, 275, 1350]
story-col-2 [1342, 980, 1536, 1317]
story-col-2: ಗೌರವಾಧ್ಯಕ್ಷ ವಿಜ್ಞಾಪನಾ ಪತ್ರವನ್ನು ಬಿಡುಗಡೆಗೊಳಿಸಿದರು. ರಜತ ಮಹೋತ್ಸವ ಸಮಿತಿ ಅಧ್ಯಕ್ಷ ಶ್ರೀಧರ್ ಹೆಬ್ಬಾರ್ ಕಾಪೋಳಿ, ಶಿಶುಮಂದಿರ ವ್ಯವಸ್ಥಾಪಕ ಶ್ರೀಧರ್ ನಾಯಕ್, ಗ್ರಾ.ಪಂ. ಹಿರಿಯ ಸದಸ್ಯ ಗಣಪತಿ. ಎಂ ಮಾತನಾಡಿ ಎಲ್ಲರೂ ರಜತ ಮಹೋತ್ಸವ ಕಾರ್ಯಕ್ರಮಕ್ಕೆ ದೇಣಿಗೆ ನೀಡಿ ಸಹಕರಿಸಲು ವಿನಂತಿಸಿಕೊಂಡರು. ಶಿಶು ಮಂದಿರ ವ್ಯವಸ್ಥಾಪನಾ ಸಮಿತಿ ಅಧ್ಯಕ್ಷ ಅಶೋಕ್ ಕುಮಾರ್ ಶೆಟ್ಟಿ, ವ್ಯವಸ್ಥಾಪಕಿ ಶಿಲ್ಪಾ ಶ್ರೀಧರ್ ನಾಯಕ್, ಸಂತೋಷ ಕುಮಾರ್ ಶೆಟ್ಟಿ ಉಪಸ್ಥಿತರಿದ್ದರು. ಶ್ರೀಧರ್ ನಾಯಕ್ ಸ್ವಾಗತಿಸಿ ವಂದಿಸಿದರು. [513, 1637, 709, 1750]
story-col-1 [307, 980, 503, 1302]
story-text: ಕಳೆದ ವರ್ಷ ಶೃಂಗೇರಿಯಲ್ಲಿ ಶೃಂಗೇರಿ ಜಗದ್ಗುರುಗಳ ಅಮೃತ ಹಸ್ತದಿಂದ ಲೋಕಾರ್ಪಣೆಗೊಂಡ ಮೊದಲ ಆವೃತ್ತಿಯ ‘ಕರ್ಾಡ ವಿಶ್ವ’ ಆ್ಯಪ್‌ನ ಮುಂದುವರಿದ ಭಾಗವಾಗಿ ದ್ವಿತೀಯ ಹಂತದ ಆ್ಯಪ್ ಲೋಕಾರ್ಪಣೆ ಕಾರ್ಯಕ್ರಮ ಆನ್‌ಲೈನ್ ಮೂಲಕ ಶೃಂಗೇರಿಯಲ್ಲಿ ನೆರವೇರಿತು. [731, 1439, 923, 1508]
orange-accent-block [1152, 80, 1196, 131]
bottom-col-3: ನರಿಂಗಾನ ಕಂಬಳ ಸಮಿತಿ ಕಾರ್ಯಾಧ್ಯಕ್ಷ ಪ್ರಶಾಂತ್ ಕಾಜವ, ಮನೆಯಲ್ಲೇ ಮಕ್ಕಳಿಗೆ ಸಂಸ್ಕೃತಿ ಸಂಸ್ಕಾರವನ್ನು ಬೆಳೆಸುವುದರೊಂದಿಗೆ ಅವರನ್ನು ಸಮಾಜದ ಸಂಪತ್ತನ್ನಾಗಿ ರೂಪಿಸುವ [760, 2259, 977, 2299]
story-dateline: ಬಂಟ್ವಾಳ: [45, 1428, 74, 1439]
masthead [46, 48, 1167, 169]
story-dateline: ಕೊಣಾಜೆ: [1137, 981, 1166, 992]
brand-emblem-icon [144, 58, 158, 72]
page-number: 2 [60, 56, 97, 157]
story-headline: ಪಂಜ: ಜಾತ್ರೆ ನಾಗತೀರ್ಥ ನದಿ ಉಗಮಸ್ಥಾನದಿಂದ ತೀರ್ಥ ಜಲ [791, 719, 1060, 794]
story-headline: ಪಾಣೆಮಂಗಳೂರು ಸ್ಕೂಟರ್‌ಗೆ ಕಾರು ಡಿಕ್ಕಿ: ಸವಾರ ಗಂಭೀರ [45, 1375, 255, 1420]
lead-headline: ರಸ್ತೆ ಅವ್ಯವಸ್ಥೆ ಖಂಡಿಸಿ ಬಾಳೆಗಿಡ ನೆಟ್ಟು ಬಿಜೆಪಿ ಪ್ರತಿಭಟನೆ [482, 256, 1361, 312]
issue-date: ಮಂಗಳವಾರ 03, ಫೆಬ್ರವರಿ 2026 [1032, 169, 1195, 195]
bottom-col-5: ತಿಮ್ಮಯ್ಯ ಕಾವ ಯಾನೆ ದಿವಾಕರ ಕಾವ, ಮುಖಂಡರಾದ ಮಹಾಬಲ ಕೊಣಾಜೆ, ಸೋಮಪ್ಪ ಪಟ್ಟೋರಿ, ಭಜನಾ ಮಂಡಳಿ ಅಧ್ಯಕ್ಷ ದಿನೇಶ್ ಕುಲಾಲ್ ಕೊಣಾಜೆ, ಮಹಿಳಾ ಸಮಿತಿಯ ಅಧ್ಯಕ್ಷೆ ಸೌಮ್ಯ ಪಟ್ಟೋರಿ ಮೊದಲಾದವರು ಉಪಸ್ಥಿತರಿದ್ದರು. ನಾಗಪ್ಪ ಭಜನಾ ಮಂಡಳಿಯ ರಾಮಕೃಷ್ಣ ಪಟ್ಟೋರಿ ಅವರು ಪ್ರಾಸ್ತಾವಿಕವಾಗಿ ಮಾತನಾಡಿ ಸ್ವಾಗತಿಸಿದರು. ಸತೀಶ್ ಕೊಣಾಜೆ ವಂದಿಸಿದರು. ರವಿ ಪಟ್ಟೋರಿ, ಪ್ರವೀಣ್ ಪಟ್ಟೋರಿ ಕಾರ್ಯಕ್ರಮ ನಿರೂಪಿಸಿದರು. ಸಭೆಯ ಬಳಿಕ ಸ್ಥಳೀಯ ವಿದ್ಯಾರ್ಥಿಗಳಿಂದ ಸಾಂಸ್ಕೃತಿಕ ಕಾರ್ಯಕ್ರಮವನ್ನು ಆಯೋಜಿಸಲಾಗಿತ್ತು. [1249, 2060, 1539, 2152]
story-dateline: ಬೈಂದೂರು: [307, 981, 342, 992]
section-color-bar [422, 1952, 806, 1956]
story-headline: ನಾಯ್ಕನಕಟ್ಟೆ ವೆಂಕಟರಮಣ ದೇಗುಲದಲ್ಲಿ ವಾರ್ಷಿಕ ಮಹಾಸಭೆ [329, 719, 685, 794]
box-body: ಸ್ಥಳಕ್ಕೆ ಆಗಮಿಸಿದ ಫೆ. 20ನೇ ತಾರೀಕಿನೊಳಗೆ ಕಾಮಗಾರಿ ಆರಂಭಿಸುವ ಭರವಸೆಯನ್ನು ನೀಡಿದ್ದರಿಂದ ಪ್ರತಿಭಟನಾಕಾರರು ಪ್ರತಿಭಟನೆ ಕೈಬಿಟ್ಟು, ಒಂದು ಅಧಿಕಾರಿಗಳು ನೀಡಿದ ಗಡುವಿನೊಳಗೆ ಕಾಮಗಾರಿ ನಡೆಯದಿದ್ದರೆ ಉಗ್ರ ಹೋರಾಟ ನಡೆಸುವುದಾಗಿ ಎಚ್ಚರಿಸಿದರು. [1259, 391, 1506, 451]
story-headline: ಇಂದು ವಿದ್ಯುತ್ ವ್ಯತ್ಯಯ [45, 679, 190, 700]
lamp-icon [959, 1449, 1005, 1519]
story-text: ಪಂಜ ಸಾವಿರ ಸೀಮೆಯ ಶ್ರೀ ಸದಾಶಿವ ಪರಿವಾರ ಪಂಚಲಿಂಗೇಶ್ವರ ದೇವಸ್ಥಾನದ ಜಾತ್ರೆ ಭಕ್ತಿ ಸಡಗರದಿಂದ ಭಾನುವಾರ ರಾತ್ರಿಯಿಂದ ಆರಂಭಗೊಂಡಿತು. ಪಂಜದಲ್ಲಿ ಹರಿಯುವ ನಾಗತೀರ್ಥ ನದಿಯ ಮೂಲಸ್ಥಾನವಾದ ಬಂಟಮಲೆಯಿಂದ ತೀರ್ಥವನ್ನು ತರುವ ಸಂಪ್ರದಾಯ ನಡೆಯಿತು. ಭಕ್ತರು ಬಂಟಮಲೆ ಕಾಡಿನಲ್ಲಿ ಸಾಗಿ ತೀರ್ಥ ಸಂಗ್ರಹಿಸಿದರು. [730, 981, 914, 1065]
sidebar-story [45, 1084, 275, 1350]
section-name: ಸಂಗಮ [131, 78, 243, 134]
story-text: ದಾಮೋದರ್ ಕುಂದರ್ ಮುಖ್ಯ ಅತಿಥಿಯಾಗಿ ಭಾಗವಹಿಸಿ ಮಾತನಾಡಿದರು. [530, 2259, 733, 2269]
info-bar [46, 169, 1180, 195]
pilgrims-photo [739, 815, 1112, 969]
story-text: ಪ್ರಯೋಜನವನ್ನು ಪಡೆದು ಕೊಳ್ಳಬೇಕು. ಪ್ರತಿಯೊಬ್ಬರೂ ಎಐ ಕಲಿತು ಪ್ರಪಂಚವನ್ನು ಗೆಲ್ಲಿ ಎಂದರು. ಮಂಗಳೂರು ವಿವಿ ಯಕ್ಷಗಾನ ಅಧ್ಯಯನ ಕೇಂದ್ರದ ನಿರ್ದೇಶಕರಾದ ಡಾ. ಧನಂಜಯ ಕುಂಬ್ಳೆ ಅವರು ಮಾತನಾಡಿ, ಹಳ್ಳಿಯ ಸೊಗಡು ಉಳಿಸಿಕೊಂಡೇ ದೇಶ ಬೆಳೆಯಬೇಕು ಎಂದರು. ಸ್ವಚ್ಛ ಹಳ್ಳಿ ಹಬ್ಬದ ಪ್ರಯುಕ್ತ ಎಐ ಡಿಜಿಟಲ್ ಅಭಿಯಾನವನ್ನು ವಿವಿಯಲ್ಲಿ ಐದು ದಿನಗಳ ಕಾಲ ಹಮ್ಮಿಕೊಳ್ಳಲಾಗುವುದು. [1137, 1054, 1332, 1138]
story-text: ಮುಂದಿನ ದಿನಗಳಲ್ಲಿ ಮ್ಯಾಟ್ರಿಮೊನಿ, ದೇವಸ್ಥಾನಗಳ ಪ್ರೊಫೈಲ್, ಆರೋಗ್ಯ ಸಹಾಯ, ಉದ್ಯೋಗ ಹುಡುಕಾಟ ಮತ್ತು ವ್ಯವಹಾರ ಪ್ರೊಫೈಲ್‌ಗಳು ಸೇರಿದಂತೆ ಇನ್ನಷ್ಟು ಉಪಯುಕ್ತ ವೈಶಿಷ್ಟ್ಯಗಳನ್ನು ಸೇರಿಸುವ ಯೋಜನೆ ಇದೆ ಎಂದು ಕಾರ್ಯಕ್ರಮದಲ್ಲಿ ತಿಳಿಸಲಾಯಿತು. ಅಮೃತಾ ಓ. ಬೇಂದ್ರೋಡು ವಂದಿಸಿದರು. [935, 1659, 1123, 1728]
honour-box [1044, 2076, 1238, 2213]
story-text: ಬದುಕಿನ ಮೌಲ್ಯವನ್ನು ಕಂಡುಕೊಳ್ಳಲು ಸಾಧ್ಯ. ಹಳ್ಳಿಯು ಕಷ್ಟ ಸುಖ ಗಳನ್ನು ಹಂಚಿಕೊಳ್ಳುವ ಒಂದು ವ್ಯವಸ್ಥೆಯಾದ ಜಾಗ. ಹಿರಿಯರ ಅನುಭವದ ಭಂಡಾರ, ಜೀವನದ ಮೌಲ್ಯಗಳ ಜೊತೆಗೆ ಹೃದಯವನ್ನು ಬೆಸೆಯುವ ಸಂಬಂಧವನ್ನು ಬೆಳೆಸುವ ನಂಬಿಕೆ ಹಳ್ಳಿಯಲ್ಲಿದೆ ಎಂದು ಮಂಗಳೂರು ವಿವಿ ಕುಲಪತಿ ಪ್ರೊ. ಪಿ.ಎಲ್. ಧರ್ಮ ಹೇಳಿದರು. [1137, 981, 1332, 1050]
story-col-1 [1137, 980, 1332, 1317]
section-divider [1137, 1482, 1536, 1483]
meeting-photo [313, 815, 706, 969]
story-body: ಜಿ. ಎಂ. ಅವರಿಗೆ ದಾವಣಗೆರೆ ವಿಶ್ವವಿದ್ಯಾಲಯವು ಪಿಎಚ್.ಡಿ ಪದವಿ ನೀಡಿ ಗೌರವಿಸಿದೆ. ಹೇಮಲತಾ ಅವರು ದಾವಣಗೆರೆ ವಿಶ್ವವಿದ್ಯಾಲಯ ಕನ್ನಡ ಅಧ್ಯಯನ ವಿಭಾಗದ ಪ್ರಾಧ್ಯಾಪಕ ಡಾ. [121, 2088, 269, 2154]
link-label: Twitter [671, 174, 710, 189]
section-color-bar [806, 1952, 1190, 1956]
story-body: ವಿಶ್ವನಾಥ್ ಹೆಚ್. ಅವರ ಮಾರ್ಗದರ್ಶನದಲ್ಲಿ “ವೀಣಾ ಶಾಂತೇಶ್ವರ ಮತ್ತು ದು. ಸರಸ್ವತಿಯವರ ಸಾಹಿತ್ಯದಲ್ಲಿ ಪ್ರತಿಭಟನಾತ್ಮಕ ನೆಲೆಗಳು” ಎಂಬ ವಿಷಯದ ಕುರಿತು ಮಹಾಪ್ರಬಂಧವನ್ನು ಮಂಡಿಸಿದ್ದರು. ಜ.30ರಂದು ನಡೆದ ವಿಶ್ವವಿದ್ಯಾಲಯದ ಘಟಿಕೋತ್ಸವದಲ್ಲಿ ರಾಜ್ಯಪಾಲರ ಉಪಸ್ಥಿತಿಯಲ್ಲಿ ಹೇಮಲತಾ ಅವರಿಗೆ ಪಿಎಚ್.ಡಿ ಪದವಿ ಪ್ರದಾನ ಮಾಡಲಾಯಿತು. [45, 2183, 264, 2266]
story-body [45, 2024, 275, 2060]
story-text: ಯತಿ ಕಾರ್ಪ್ ಇಂಡಿಯಾ ಪ್ರೈ.ಲಿ. ಮಂಗಳೂರು ಇದರ ಸಿಇಒ ಯತೀಶ್ ಶೆಟ್ಟಿ ಮಾತನಾಡಿ, ಹಳ್ಳಿ ಹಬ್ಬ ಶಿಬಿರದೊಂದಿಗೆ ಎಐ ಡಿಜಿಟಲ್ ಅಭಿಯಾನವನ್ನು ವಿವಿಯಲ್ಲಿ ಐದು ದಿನಗಳ ಕಾಲ ಹಮ್ಮಿಕೊಳ್ಳಲಾಗುವುದು. ಇದರಲ್ಲಿ ವಿದ್ಯಾರ್ಥಿಗಳು ಮಾತ್ರವಲ್ಲ ಸಿಬ್ಬಂದಿಗಳೂ ಇದರ [1342, 981, 1536, 1050]
bottom-col-1 [299, 2058, 522, 2334]
story-text: ಸ್ಥಳಕ್ಕೆ ಲೋಕೋಪಯೋಗಿ ಇಲಾಖೆಯ ಅಧಿಕಾರಿಗಳು ಬರಬೇಕೆಂದು ಪ್ರತಿಭಟನಾಕಾರರು [558, 626, 712, 651]
karada-logo-text [1058, 1451, 1107, 1512]
story-text: ಈ ಸಂದರ್ಭ ಪ್ರತಿಕ್ರಿಯಿಸಿದ ಅಭಿಯಂತರರು, ರಸ್ತೆ ನಿರ್ಮಾಣಕ್ಕೆ ಕೆಲವು ಮರಗಳು ತೊಡಕಾಗಿದ್ದು, [719, 611, 872, 636]
story-dateline: ಕೊಣಾಜೆ: [299, 2059, 329, 2070]
story-col-1 [731, 1437, 923, 1637]
officials-photo [922, 352, 1236, 542]
lead-kicker: ಆಮೆಗತಿಯಲ್ಲಿ 20 ಕೋಟಿ ರೂ. ವೆಚ್ಚದ ಕೂತಿ-ತೋಳೂರು ಶೆಟ್ಟಳ್ಳಿ ರಾಜ್ಯ ಹೆದ್ದಾರಿ ಕಾಮಗಾರಿ [491, 209, 1352, 243]
story-dateline: ಕಡಬ: [1152, 1697, 1171, 1707]
story-col-1 [1152, 1695, 1319, 1987]
release-photo [313, 1430, 706, 1626]
story-text: ಅತ್ಯುನ್ನತ ಶಿಕ್ಷಣ ಇಂದಿನ ಜೀವನದ ಪ್ರಮುಖ ಘಟ್ಟವಾಗಿದೆ. ಉತ್ತಮ ಶಿಕ್ಷಣವು ಉತ್ತಮ ಉದ್ಯೋಗವನ್ನು ನೀಡುವುದಲ್ಲದೆ ಸಮಾಜದಲ್ಲಿ ಗೌರವವನ್ನು ತಂದು ಕೊಡುತ್ತದೆ. ಗೌಡ ಸಾರಸ್ವತ ಸಮಾಜಕ್ಕೆ ಸರ್ಕಾರದಿಂದ ಯಾವುದೇ ಮೀಸಲಾತಿ, ಸರ್ಕಾರಿ ಸೌಲಭ್ಯಗಳು ದೊರೆಯುವುದಿಲ್ಲ. ನಮ್ಮ ಮಕ್ಕಳಿಗೆ ಉತ್ತಮ ಶಿಕ್ಷಣ ನೀಡುವ ಮೂಲಕ ಅವರನ್ನು ಸಮಾಜದ ಉತ್ತಮ ಪ್ರಜೆಗಳನ್ನಾಗಿ ರೂಪಿಸಬೇಕು ಎಂದು ಶಿಕ್ಷಣ ತಜ್ಞ ಬಿ. ಉದಯ ಪ್ರಭು ಹೇಳಿದರು. ಅವರು ನಾಯ್ಕನಕಟ್ಟೆ ಶ್ರೀ ವೆಂಕಟರಮಣ ದೇವಸ್ಥಾನದಲ್ಲಿ ನಡೆದ [307, 981, 503, 1094]
